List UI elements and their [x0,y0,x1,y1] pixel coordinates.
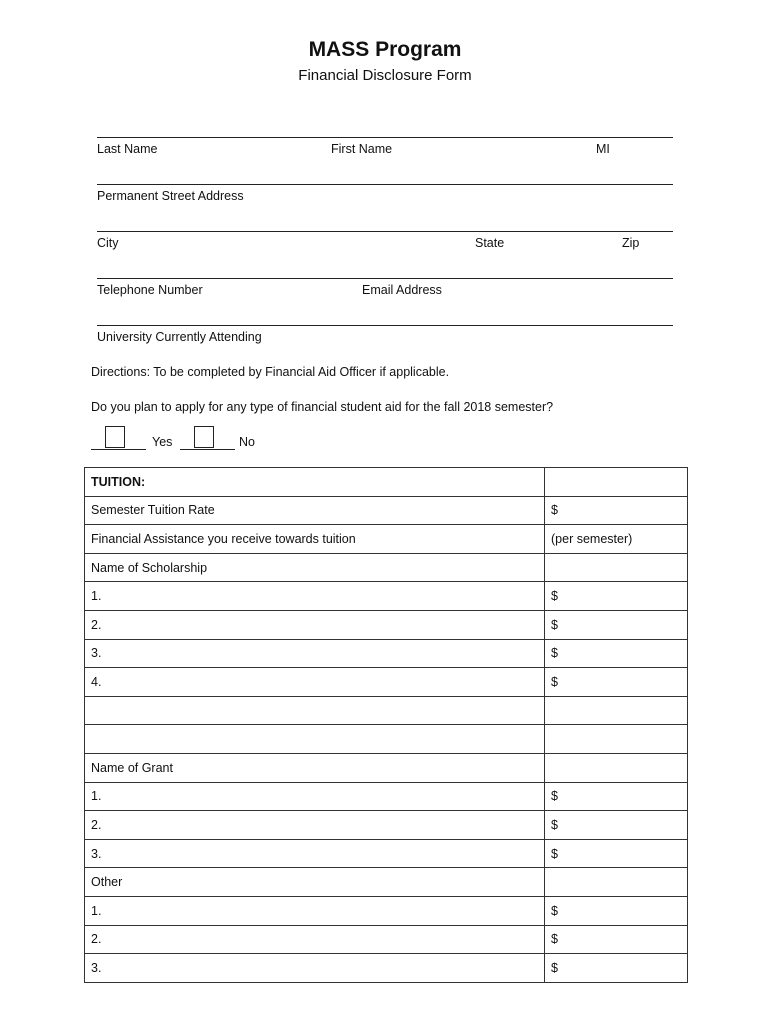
row-label: Name of Scholarship [85,553,545,582]
row-label: 2. [85,925,545,954]
table-row [85,639,688,668]
row-label: TUITION: [85,468,545,497]
table-row [85,868,688,897]
street-line[interactable] [97,184,673,185]
table-row [85,553,688,582]
row-label: 3. [85,839,545,868]
row-value-cell[interactable] [545,868,688,897]
table-row [85,696,688,725]
row-value-cell[interactable]: (per semester) [545,525,688,554]
street-label: Permanent Street Address [97,189,244,203]
table-row [85,468,688,497]
row-label: 3. [85,639,545,668]
row-value-cell[interactable] [545,696,688,725]
row-value-cell[interactable] [545,753,688,782]
yes-checkbox[interactable] [105,426,125,448]
university-line[interactable] [97,325,673,326]
row-value-cell[interactable]: $ [545,496,688,525]
table-row [85,610,688,639]
table-row [85,582,688,611]
table-row [85,811,688,840]
state-label: State [475,236,505,250]
row-value-cell[interactable] [545,553,688,582]
yes-blank-line [91,449,146,450]
row-value-cell[interactable]: $ [545,896,688,925]
table-row [85,896,688,925]
row-label: Other [85,868,545,897]
telephone-label: Telephone Number [97,283,203,297]
row-value-cell[interactable]: $ [545,582,688,611]
row-label [85,725,545,754]
table-row [85,525,688,554]
row-value-cell[interactable]: $ [545,668,688,697]
directions-text: Directions: To be completed by Financial Aid Officer if applicable. [91,365,450,379]
no-checkbox[interactable] [194,426,214,448]
table-row [85,753,688,782]
yes-label: Yes [152,435,173,449]
row-value-cell[interactable] [545,468,688,497]
row-label: 2. [85,610,545,639]
table-row [85,496,688,525]
row-label: 1. [85,582,545,611]
city-label: City [97,236,119,250]
last-name-label: Last Name [97,142,158,156]
university-label: University Currently Attending [97,330,262,344]
row-value-cell[interactable] [545,725,688,754]
row-value-cell[interactable]: $ [545,610,688,639]
row-label: 4. [85,668,545,697]
mi-label: MI [596,142,610,156]
no-blank-line [180,449,235,450]
row-label: Semester Tuition Rate [85,496,545,525]
row-label: 1. [85,782,545,811]
table-row [85,954,688,983]
row-value-cell[interactable]: $ [545,782,688,811]
row-label: 3. [85,954,545,983]
aid-question: Do you plan to apply for any type of financial student aid for the fall 2018 semester? [91,400,554,414]
zip-label: Zip [622,236,640,250]
row-value-cell[interactable]: $ [545,925,688,954]
row-label: 1. [85,896,545,925]
no-label: No [239,435,255,449]
form-subtitle: Financial Disclosure Form [298,67,472,84]
row-value-cell[interactable]: $ [545,954,688,983]
phone-email-line[interactable] [97,278,673,279]
financial-table [84,467,688,983]
row-value-cell[interactable]: $ [545,639,688,668]
table-row [85,839,688,868]
form-title: MASS Program [308,38,462,61]
first-name-label: First Name [331,142,393,156]
row-label: 2. [85,811,545,840]
table-row [85,668,688,697]
row-value-cell[interactable]: $ [545,811,688,840]
table-row [85,725,688,754]
table-row [85,782,688,811]
email-label: Email Address [362,283,442,297]
row-label: Financial Assistance you receive towards tuition [85,525,545,554]
table-row [85,925,688,954]
city-state-zip-line[interactable] [97,231,673,232]
row-label [85,696,545,725]
row-value-cell[interactable]: $ [545,839,688,868]
name-line[interactable] [97,137,673,138]
row-label: Name of Grant [85,753,545,782]
